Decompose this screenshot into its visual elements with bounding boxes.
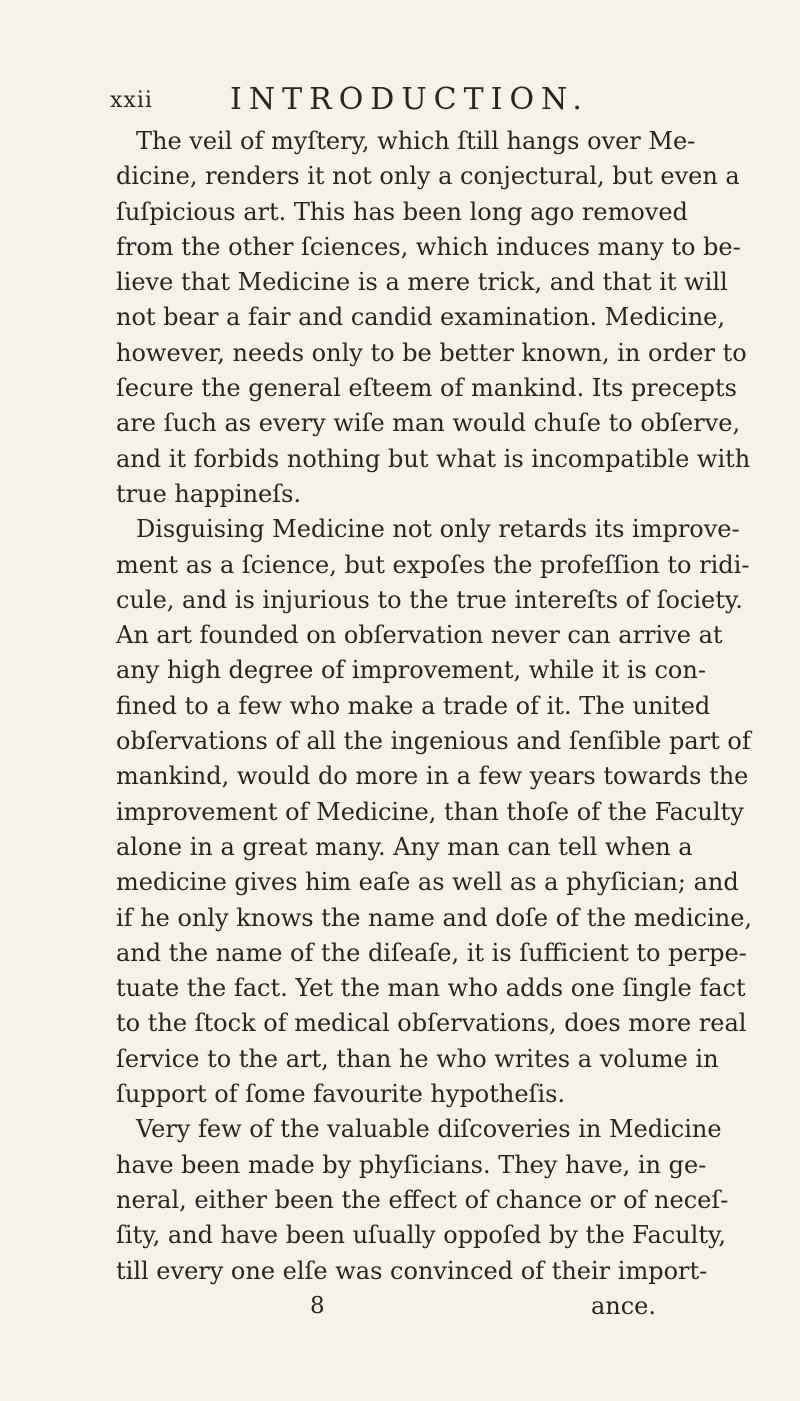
text-line: ſervice to the art, than he who writes a volume in <box>116 1044 719 1073</box>
text-line: Disguising Medicine not only retards its improve- <box>136 515 740 544</box>
text-line: Very few of the valuable diſcoveries in Medicine <box>136 1115 722 1144</box>
text-line: tuate the fact. Yet the man who adds one ſingle fact <box>116 974 746 1003</box>
running-head: INTRODUCTION. <box>230 82 589 117</box>
text-line: neral, either been the effect of chance or of neceſ- <box>116 1185 729 1214</box>
text-line: not bear a fair and candid examination. Medicine, <box>116 303 726 332</box>
text-line: fined to a few who make a trade of it. The united <box>116 691 711 720</box>
text-line: to the ſtock of medical obſervations, does more real <box>116 1009 747 1038</box>
text-line: ſupport of ſome favourite hypotheſis. <box>116 1080 566 1109</box>
text-line: medicine gives him eaſe as well as a phyſician; and <box>116 868 739 897</box>
text-line: cule, and is injurious to the true intereſts of ſociety. <box>116 585 743 614</box>
text-line: and the name of the diſeaſe, it is ſufficient to perpe- <box>116 938 747 967</box>
page-header <box>110 82 670 122</box>
text-line: improvement of Medicine, than thoſe of the Faculty <box>116 797 744 826</box>
text-line: from the other ſciences, which induces many to be- <box>116 232 741 261</box>
text-line: ſecure the general eſteem of mankind. Its precepts <box>116 374 737 403</box>
text-line: mankind, would do more in a few years towards the <box>116 762 749 791</box>
text-line: obſervations of all the ingenious and ſenſible part of <box>116 727 751 756</box>
text-line: lieve that Medicine is a mere trick, and that it will <box>116 268 728 297</box>
text-line: however, needs only to be better known, in order to <box>116 338 747 367</box>
signature-mark: 8 <box>310 1292 325 1319</box>
text-line: any high degree of improvement, while it is con- <box>116 656 706 685</box>
text-line: alone in a great many. Any man can tell when a <box>116 832 693 861</box>
text-line: true happineſs. <box>116 479 302 508</box>
text-line: if he only knows the name and doſe of the medicine, <box>116 903 753 932</box>
text-line: ſuſpicious art. This has been long ago removed <box>116 197 688 226</box>
text-line: ment as a ſcience, but expoſes the profeſſion to ridi- <box>116 550 750 579</box>
catchword: ance. <box>590 1291 656 1320</box>
text-line: till every one elſe was convinced of their import- <box>116 1256 708 1285</box>
text-line: ſity, and have been uſually oppoſed by the Faculty, <box>116 1221 726 1250</box>
page-footer <box>116 1289 656 1324</box>
text-line: and it forbids nothing but what is incompatible with <box>116 444 751 473</box>
text-line: An art founded on obſervation never can arrive at <box>116 621 723 650</box>
text-line: dicine, renders it not only a conjectural, but even a <box>116 162 740 191</box>
text-line: have been made by phyſicians. They have, in ge- <box>116 1150 707 1179</box>
text-line: are ſuch as every wiſe man would chuſe to obſerve, <box>116 409 741 438</box>
body-text <box>116 124 753 1324</box>
text-line: The veil of myſtery, which ſtill hangs over Me- <box>136 127 696 155</box>
page-number: xxii <box>110 88 153 113</box>
